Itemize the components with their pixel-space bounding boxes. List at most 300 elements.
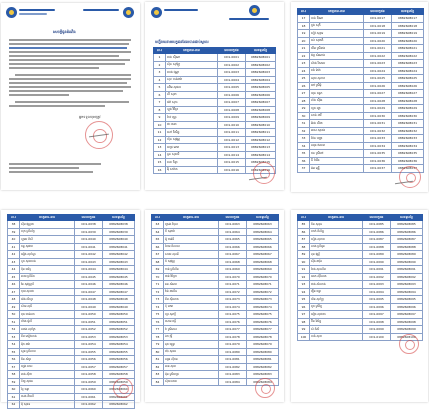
- candidate-name: សៅ ពិសិដ្ឋ: [166, 129, 218, 137]
- table-row: [298, 236, 423, 244]
- row-number: 61: [8, 393, 20, 401]
- table-row: [154, 61, 276, 69]
- document-page-6: [291, 210, 428, 402]
- row-number: 74: [152, 303, 164, 311]
- candidate-id: CD1-0065: [219, 236, 247, 244]
- row-number: 36: [298, 157, 310, 165]
- phone-number: 0882608010: [246, 121, 276, 129]
- row-number: 4: [154, 76, 166, 84]
- row-number: 83: [152, 371, 164, 379]
- table-row: [152, 273, 279, 281]
- row-number: 78: [152, 333, 164, 341]
- phone-number: 0882608066: [247, 243, 279, 251]
- column-header: គោត្តនាម-នាម: [166, 48, 218, 54]
- phone-number: 0882608056: [103, 356, 135, 364]
- kingdom-emblem-icon: [249, 5, 260, 16]
- phone-number: 0882608093: [391, 281, 423, 289]
- row-number: 51: [8, 318, 20, 326]
- table-row: [8, 401, 135, 409]
- phone-number: 0882608015: [246, 159, 276, 167]
- table-row: [152, 288, 279, 296]
- row-number: 79: [152, 341, 164, 349]
- row-number: 46: [8, 281, 20, 289]
- phone-number: 0882608081: [247, 356, 279, 364]
- phone-number: 0882608070: [247, 273, 279, 281]
- candidate-id: CD1-0043: [75, 258, 103, 266]
- table-row: [154, 99, 276, 107]
- candidate-id: CD1-0033: [364, 135, 392, 143]
- row-number: 76: [152, 318, 164, 326]
- table-row: [152, 363, 279, 371]
- candidate-id: CD1-0066: [219, 243, 247, 251]
- table-row: [152, 266, 279, 274]
- row-number: 95: [298, 296, 310, 304]
- candidate-name: ណុប សុភាព: [310, 75, 364, 83]
- phone-number: 0882608038: [103, 221, 135, 229]
- candidate-id: CD1-0010: [218, 121, 246, 129]
- column-header: លេខបេក្ខជន: [75, 215, 103, 221]
- candidate-id: CD1-0056: [75, 356, 103, 364]
- candidate-id: CD1-0078: [219, 333, 247, 341]
- candidate-name: ចាន់ ឌីណា: [310, 15, 364, 23]
- phone-number: 0882608020: [392, 37, 424, 45]
- table-row: [8, 236, 135, 244]
- row-number: 55: [8, 348, 20, 356]
- candidate-id: CD1-0004: [218, 76, 246, 84]
- candidate-name: តូច ស្រីរ័ត្ន: [310, 303, 363, 311]
- candidate-name: ទុំ មករា: [164, 303, 219, 311]
- row-number: 94: [298, 288, 310, 296]
- candidate-name: ឈុន វាសនា: [310, 142, 364, 150]
- table-row: [8, 273, 135, 281]
- candidate-name: ប៉ោ សុខម: [164, 348, 219, 356]
- phone-number: 0882608084: [247, 378, 279, 386]
- candidate-id: CD1-0055: [75, 348, 103, 356]
- candidate-name: ម៉ៅ សុភា: [166, 99, 218, 107]
- candidate-id: CD1-0096: [363, 303, 391, 311]
- phone-number: 0882608057: [103, 363, 135, 371]
- row-number: 50: [8, 311, 20, 319]
- candidate-id: CD1-0028: [364, 97, 392, 105]
- candidate-id: CD1-0007: [218, 99, 246, 107]
- table-row: [298, 37, 424, 45]
- candidate-name: កុយ សុខជា: [20, 288, 75, 296]
- candidate-id: CD1-0067: [219, 251, 247, 259]
- candidate-name: ប៊ិន វិសិដ្ឋ: [310, 318, 363, 326]
- phone-number: 0882608012: [246, 136, 276, 144]
- table-row: [298, 127, 424, 135]
- phone-number: 0882608075: [247, 311, 279, 319]
- phone-number: 0882608032: [392, 127, 424, 135]
- row-number: 47: [8, 288, 20, 296]
- candidate-id: CD1-0049: [75, 303, 103, 311]
- candidate-name: ស៊ឹម វណ្ណដា: [20, 221, 75, 229]
- table-row: [152, 251, 279, 259]
- phone-number: 0882608033: [392, 135, 424, 143]
- phone-number: 0882608079: [247, 341, 279, 349]
- row-number: 41: [8, 243, 20, 251]
- candidate-table-page-6: [297, 214, 423, 341]
- row-number: 84: [152, 378, 164, 386]
- table-row: [8, 266, 135, 274]
- candidate-name: អ៊ុំ សារ៉ាត: [166, 166, 218, 174]
- candidate-id: CD1-0088: [363, 243, 391, 251]
- row-number: 37: [298, 165, 310, 173]
- phone-number: 0882608031: [392, 120, 424, 128]
- candidate-name: ពែង សុខលីម: [310, 266, 363, 274]
- column-header: លេខបេក្ខជន: [364, 9, 392, 15]
- candidate-id: CD1-0018: [364, 22, 392, 30]
- candidate-name: ឃុន ពន្លក: [310, 90, 364, 98]
- column-header: លេខបេក្ខជន: [218, 48, 246, 54]
- phone-number: 0882608028: [392, 97, 424, 105]
- candidate-id: CD1-0038: [75, 221, 103, 229]
- phone-number: 0882608068: [247, 258, 279, 266]
- candidate-name: តាំង ស៊ីវន: [310, 97, 364, 105]
- table-row: [298, 97, 424, 105]
- table-row: [152, 228, 279, 236]
- phone-number: 0882608019: [392, 30, 424, 38]
- column-header: លេខបេក្ខជន: [363, 215, 391, 221]
- phone-number: 0882608034: [392, 142, 424, 150]
- column-header: លេខទូរស័ព្ទ: [391, 215, 423, 221]
- row-number: 68: [152, 258, 164, 266]
- candidate-id: CD1-0012: [218, 136, 246, 144]
- candidate-id: CD1-0100: [363, 333, 391, 341]
- row-number: 17: [298, 15, 310, 23]
- row-number: 87: [298, 236, 310, 244]
- table-row: [8, 258, 135, 266]
- official-seal: [253, 162, 275, 184]
- row-number: 20: [298, 37, 310, 45]
- column-header: គោត្តនាម-នាម: [20, 215, 75, 221]
- phone-number: 0882608011: [246, 129, 276, 137]
- candidate-name: គីម ស៊ីណាត: [164, 296, 219, 304]
- candidate-name: ស៊ាម សុធី: [20, 303, 75, 311]
- candidate-id: CD1-0035: [364, 150, 392, 158]
- table-row: [8, 303, 135, 311]
- table-row: [152, 236, 279, 244]
- column-header: ល.រ: [154, 48, 166, 54]
- candidate-name: ជិន សំបូរ: [20, 356, 75, 364]
- candidate-name: រិទ្ធ ចន្ថា: [20, 386, 75, 394]
- candidate-id: CD1-0089: [363, 251, 391, 259]
- document-page-4: [1, 210, 140, 407]
- phone-number: 0882608072: [247, 288, 279, 296]
- candidate-id: CD1-0058: [75, 371, 103, 379]
- table-row: [298, 273, 423, 281]
- row-number: 60: [8, 386, 20, 394]
- table-row: [154, 151, 276, 159]
- phone-number: 0882608042: [103, 251, 135, 259]
- candidate-name: វ៉ន សុវណ្ណារី: [20, 281, 75, 289]
- phone-number: 0882608085: [391, 221, 423, 229]
- candidate-name: មាស សុខេង: [310, 127, 364, 135]
- table-row: [154, 84, 276, 92]
- candidate-id: CD1-0011: [218, 129, 246, 137]
- candidate-name: ឆាយ ស្រីនិច: [20, 273, 75, 281]
- candidate-table-page-3: [297, 8, 424, 173]
- row-number: 16: [154, 166, 166, 174]
- table-row: [152, 258, 279, 266]
- table-row: [154, 76, 276, 84]
- table-row: [152, 333, 279, 341]
- table-row: [298, 75, 424, 83]
- candidate-id: CD1-0024: [364, 67, 392, 75]
- row-number: 34: [298, 142, 310, 150]
- candidate-id: CD1-0037: [364, 165, 392, 173]
- phone-number: 0882608089: [391, 251, 423, 259]
- candidate-name: កែវ បុប្ផា: [166, 114, 218, 122]
- candidate-id: CD1-0068: [219, 258, 247, 266]
- phone-number: 0882608017: [392, 15, 424, 23]
- phone-number: 0882608061: [103, 393, 135, 401]
- row-number: 33: [298, 135, 310, 143]
- row-number: 80: [152, 348, 164, 356]
- candidate-id: CD1-0016: [218, 166, 246, 174]
- kingdom-emblem-icon: [123, 7, 134, 18]
- table-row: [8, 296, 135, 304]
- row-number: 56: [8, 356, 20, 364]
- row-number: 100: [298, 333, 310, 341]
- column-header: ល.រ: [298, 215, 310, 221]
- candidate-id: CD1-0050: [75, 311, 103, 319]
- phone-number: 0882608100: [391, 333, 423, 341]
- candidate-id: CD1-0031: [364, 120, 392, 128]
- candidate-name: ហង់ សុខា: [310, 333, 363, 341]
- table-row: [8, 363, 135, 371]
- table-row: [298, 288, 423, 296]
- row-number: 22: [298, 52, 310, 60]
- candidate-name: ចំ សុវណ្ណ: [164, 258, 219, 266]
- row-number: 54: [8, 341, 20, 349]
- table-row: [8, 356, 135, 364]
- row-number: 65: [152, 236, 164, 244]
- table-row: [152, 243, 279, 251]
- row-number: 14: [154, 151, 166, 159]
- phone-number: 0882608023: [392, 60, 424, 68]
- row-number: 8: [154, 106, 166, 114]
- table-row: [298, 266, 423, 274]
- candidate-name: ឈឹម សុផល: [166, 84, 218, 92]
- candidate-id: CD1-0030: [364, 112, 392, 120]
- phone-number: 0882608022: [392, 52, 424, 60]
- row-number: 64: [152, 228, 164, 236]
- candidate-id: CD1-0097: [363, 311, 391, 319]
- row-number: 67: [152, 251, 164, 259]
- table-row: [8, 228, 135, 236]
- candidate-id: CD1-0021: [364, 45, 392, 53]
- candidate-name: ឈាង សុភ័ក្រ: [20, 326, 75, 334]
- document-page-2: [145, 2, 284, 190]
- table-row: [298, 311, 423, 319]
- table-row: [298, 22, 424, 30]
- table-row: [154, 114, 276, 122]
- candidate-id: CD1-0083: [219, 371, 247, 379]
- candidate-id: CD1-0020: [364, 37, 392, 45]
- table-row: [298, 228, 423, 236]
- row-number: 93: [298, 281, 310, 289]
- table-row: [154, 91, 276, 99]
- row-number: 15: [154, 159, 166, 167]
- candidate-id: CD1-0080: [219, 348, 247, 356]
- table-row: [8, 221, 135, 229]
- phone-number: 0882608006: [246, 91, 276, 99]
- phone-number: 0882608090: [391, 258, 423, 266]
- phone-number: 0882608053: [103, 333, 135, 341]
- row-number: 32: [298, 127, 310, 135]
- table-row: [298, 120, 424, 128]
- phone-number: 0882608047: [103, 288, 135, 296]
- candidate-id: CD1-0081: [219, 356, 247, 364]
- row-number: 6: [154, 91, 166, 99]
- column-header: លេខទូរស័ព្ទ: [103, 215, 135, 221]
- table-row: [298, 52, 424, 60]
- table-row: [298, 251, 423, 259]
- row-number: 77: [152, 326, 164, 334]
- row-number: 27: [298, 90, 310, 98]
- table-row: [8, 288, 135, 296]
- column-header: លេខទូរស័ព្ទ: [246, 48, 276, 54]
- phone-number: 0882608039: [103, 228, 135, 236]
- phone-number: 0882608082: [247, 363, 279, 371]
- row-number: 71: [152, 281, 164, 289]
- candidate-id: CD1-0027: [364, 90, 392, 98]
- table-row: [298, 243, 423, 251]
- candidate-id: CD1-0061: [75, 393, 103, 401]
- row-number: 82: [152, 363, 164, 371]
- candidate-id: CD1-0044: [75, 266, 103, 274]
- table-row: [298, 15, 424, 23]
- table-row: [298, 142, 424, 150]
- candidate-name: ជាង សំណាង: [310, 281, 363, 289]
- candidate-id: CD1-0019: [364, 30, 392, 38]
- table-row: [8, 326, 135, 334]
- candidate-id: CD1-0094: [363, 288, 391, 296]
- candidate-id: CD1-0003: [218, 69, 246, 77]
- candidate-name: ឯក វុទ្ធី: [164, 333, 219, 341]
- phone-number: 0882608009: [246, 114, 276, 122]
- phone-number: 0882608069: [247, 266, 279, 274]
- candidate-id: CD1-0039: [75, 228, 103, 236]
- candidate-name: អ៊ុក ដារ៉ា: [20, 341, 75, 349]
- phone-number: 0882608077: [247, 326, 279, 334]
- phone-number: 0882608030: [392, 112, 424, 120]
- candidate-name: អ៊ូ ចាន់ធី: [164, 236, 219, 244]
- phone-number: 0882608046: [103, 281, 135, 289]
- candidate-name: រ៉ា ស្រីមាស: [164, 326, 219, 334]
- row-number: 39: [8, 228, 20, 236]
- candidate-id: CD1-0025: [364, 75, 392, 83]
- candidate-id: CD1-0073: [219, 296, 247, 304]
- candidate-name: ចន្ទ សុផាត: [20, 243, 75, 251]
- phone-number: 0882608067: [247, 251, 279, 259]
- candidate-id: CD1-0087: [363, 236, 391, 244]
- phone-number: 0882608059: [103, 378, 135, 386]
- candidate-id: CD1-0023: [364, 60, 392, 68]
- row-number: 91: [298, 266, 310, 274]
- candidate-name: ហួត រដ្ឋា: [310, 105, 364, 113]
- row-number: 96: [298, 303, 310, 311]
- candidate-name: យិន សុភ័ក្ត្រ: [310, 296, 363, 304]
- phone-number: 0882608043: [103, 258, 135, 266]
- candidate-name: វឿន ចន្ទា: [310, 288, 363, 296]
- candidate-id: CD1-0026: [364, 82, 392, 90]
- candidate-id: CD1-0046: [75, 281, 103, 289]
- candidate-name: ហួរ សុភក្តី: [164, 311, 219, 319]
- row-number: 85: [298, 221, 310, 229]
- candidate-id: CD1-0005: [218, 84, 246, 92]
- candidate-name: ស៊ុន សុភ័ក្ត្រ: [166, 61, 218, 69]
- table-row: [298, 221, 423, 229]
- phone-number: 0882608001: [246, 54, 276, 62]
- candidate-name: ភួង សុភី: [310, 22, 364, 30]
- candidate-id: CD1-0057: [75, 363, 103, 371]
- candidate-name: ឡុង វិចិត្រ: [166, 106, 218, 114]
- row-number: 35: [298, 150, 310, 158]
- official-seal: [113, 378, 133, 398]
- table-row: [298, 45, 424, 53]
- candidate-name: ខុន វណ្ណី: [310, 251, 363, 259]
- table-row: [154, 136, 276, 144]
- table-row: [152, 281, 279, 289]
- phone-number: 0882608080: [247, 348, 279, 356]
- candidate-name: ចិន សុខុន: [310, 221, 363, 229]
- candidate-name: យឹម ស្រីនាង: [310, 45, 364, 53]
- candidate-name: ចេង ស៊ីណា: [166, 54, 218, 62]
- phone-number: 0882608097: [391, 311, 423, 319]
- candidate-id: CD1-0079: [219, 341, 247, 349]
- candidate-id: CD1-0013: [218, 144, 246, 152]
- table-row: [298, 326, 423, 334]
- row-number: 53: [8, 333, 20, 341]
- row-number: 42: [8, 251, 20, 259]
- candidate-name: រស់ សុជាតិ: [310, 37, 364, 45]
- row-number: 30: [298, 112, 310, 120]
- phone-number: 0882608054: [103, 341, 135, 349]
- candidate-id: CD1-0098: [363, 318, 391, 326]
- candidate-id: CD1-0022: [364, 52, 392, 60]
- row-number: 73: [152, 296, 164, 304]
- candidate-id: CD1-0048: [75, 296, 103, 304]
- phone-number: 0882608004: [246, 76, 276, 84]
- table-row: [298, 296, 423, 304]
- candidate-id: CD1-0075: [219, 311, 247, 319]
- phone-number: 0882608076: [247, 318, 279, 326]
- phone-number: 0882608096: [391, 303, 423, 311]
- phone-number: 0882608051: [103, 318, 135, 326]
- table-row: [154, 144, 276, 152]
- ministry-logo-icon: [6, 7, 17, 18]
- candidate-name: ពេជ្រ មករា: [166, 144, 218, 152]
- table-row: [152, 371, 279, 379]
- phone-number: 0882608086: [391, 228, 423, 236]
- candidate-name: ជា រតនា: [166, 121, 218, 129]
- candidate-name: ស៊ុយ រតនា: [164, 378, 219, 386]
- row-number: 1: [154, 54, 166, 62]
- table-row: [298, 67, 424, 75]
- candidate-id: CD1-0036: [364, 157, 392, 165]
- row-number: 12: [154, 136, 166, 144]
- phone-number: 0882608073: [247, 296, 279, 304]
- table-row: [298, 303, 423, 311]
- header-org-left-line: [19, 9, 55, 11]
- phone-number: 0882608078: [247, 333, 279, 341]
- phone-number: 0882608013: [246, 144, 276, 152]
- candidate-id: CD1-0072: [219, 288, 247, 296]
- phone-number: 0882608003: [246, 69, 276, 77]
- phone-number: 0882608049: [103, 303, 135, 311]
